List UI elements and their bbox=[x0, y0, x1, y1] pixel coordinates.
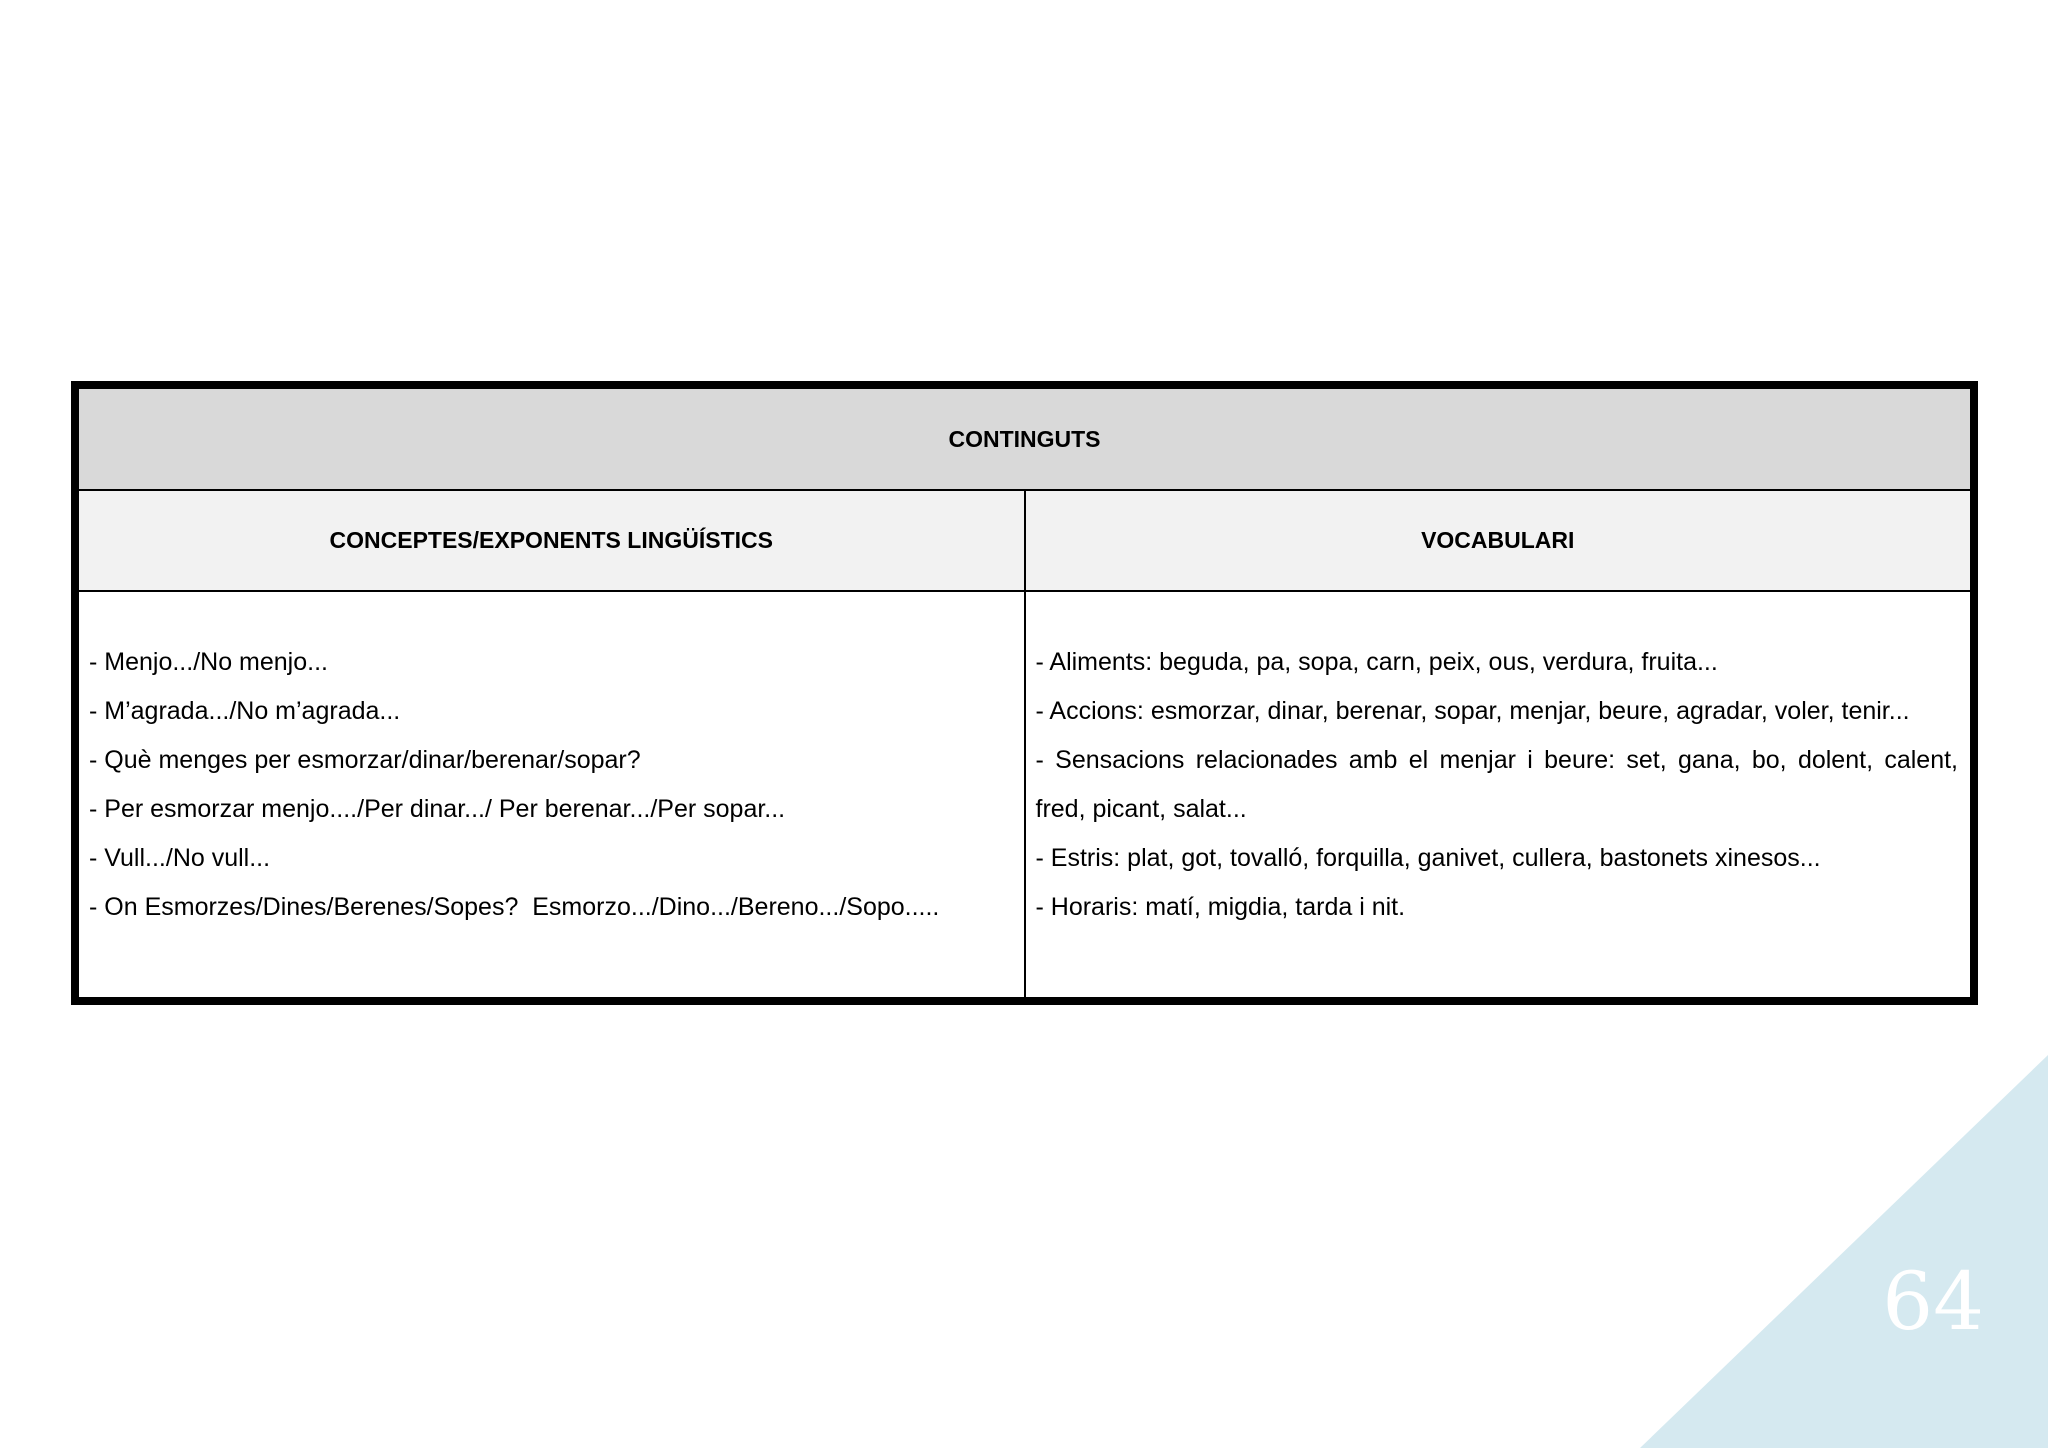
page-number: 64 bbox=[1882, 1255, 1984, 1348]
concepts-list bbox=[89, 638, 1012, 932]
contents-table bbox=[71, 381, 1978, 1005]
column-header-concepts: CONCEPTES/EXPONENTS LINGÜÍSTICS bbox=[78, 490, 1025, 591]
vocabulary-cell bbox=[1025, 591, 1972, 998]
list-item: - Menjo.../No menjo... bbox=[89, 648, 328, 676]
list-item: - Sensacions relacionades amb el menjar i beure: set, gana, bo, dolent, calent, fred, picant, salat... bbox=[1035, 746, 1958, 823]
table-title-row bbox=[78, 388, 1971, 490]
list-item: - On Esmorzes/Dines/Berenes/Sopes? Esmorzo.../Dino.../Bereno.../Sopo..... bbox=[89, 893, 940, 921]
table-body-row bbox=[78, 591, 1971, 998]
list-item: - Aliments: beguda, pa, sopa, carn, peix, ous, verdura, fruita... bbox=[1035, 648, 1718, 676]
corner-triangle-shape bbox=[1640, 1055, 2048, 1448]
list-item: - Per esmorzar menjo..../Per dinar.../ Per berenar.../Per sopar... bbox=[89, 795, 786, 823]
list-item: - Horaris: matí, migdia, tarda i nit. bbox=[1035, 893, 1406, 921]
list-item: - Estris: plat, got, tovalló, forquilla, ganivet, cullera, bastonets xinesos... bbox=[1035, 844, 1821, 872]
concepts-cell bbox=[78, 591, 1025, 998]
list-item: - M’agrada.../No m’agrada... bbox=[89, 697, 401, 725]
list-item: - Què menges per esmorzar/dinar/berenar/sopar? bbox=[89, 746, 641, 774]
column-header-vocabulary: VOCABULARI bbox=[1025, 490, 1972, 591]
contents-table-grid bbox=[77, 387, 1972, 999]
table-title: CONTINGUTS bbox=[78, 388, 1971, 490]
vocabulary-list bbox=[1036, 638, 1959, 932]
table-header-row bbox=[78, 490, 1971, 591]
list-item: - Accions: esmorzar, dinar, berenar, sopar, menjar, beure, agradar, voler, tenir... bbox=[1035, 697, 1910, 725]
list-item: - Vull.../No vull... bbox=[89, 844, 271, 872]
